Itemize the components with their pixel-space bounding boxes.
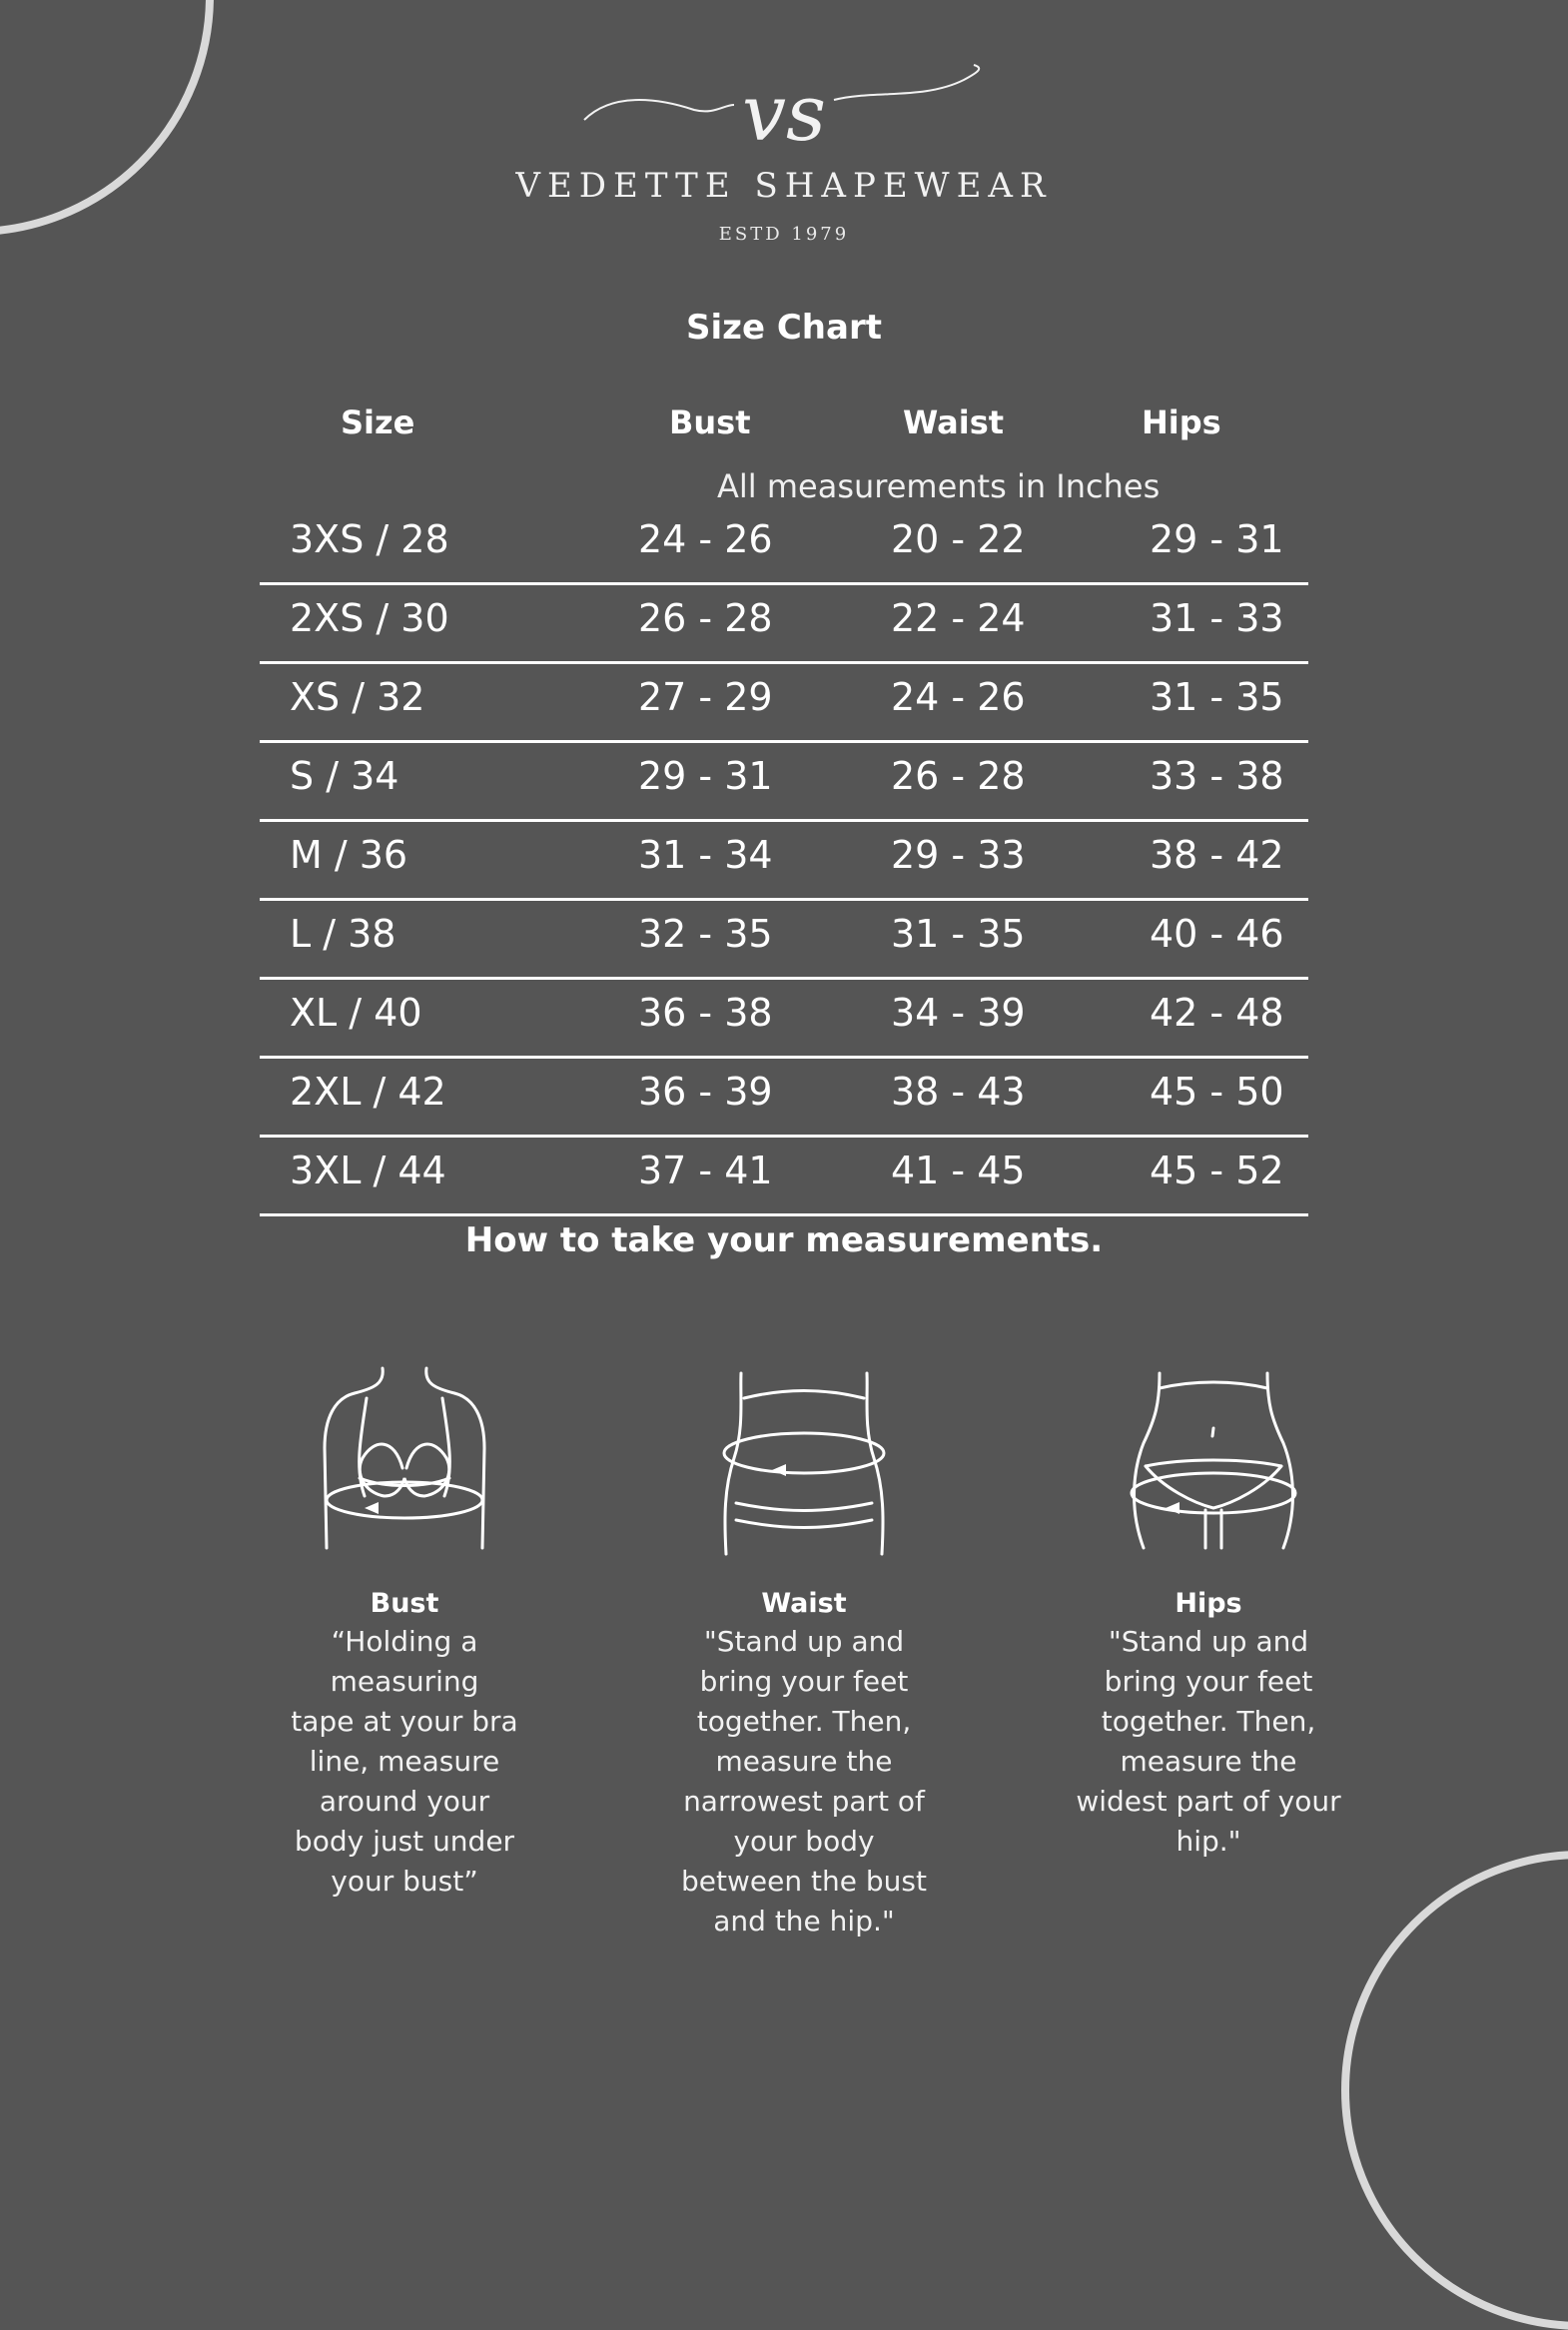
- table-row: [260, 511, 1308, 585]
- guide-text-line: line, measure: [309, 1745, 500, 1778]
- size-cell: L / 38: [290, 912, 396, 956]
- table-row: [260, 827, 1308, 901]
- row-divider: [260, 1135, 1308, 1138]
- size-cell: XS / 32: [290, 675, 425, 719]
- waist-cell: 20 - 22: [891, 517, 1026, 561]
- guide-hips-title: Hips: [1175, 1588, 1242, 1619]
- page-title: Size Chart: [686, 308, 882, 348]
- table-row: [260, 906, 1308, 980]
- guide-hips-text: [1059, 1622, 1358, 1862]
- header-size: Size: [341, 403, 415, 441]
- guide-text-line: between the bust: [681, 1865, 927, 1898]
- row-divider: [260, 582, 1308, 585]
- guide-waist-title: Waist: [761, 1588, 847, 1619]
- guide-text-line: widest part of your: [1076, 1785, 1341, 1818]
- bust-cell: 37 - 41: [638, 1149, 773, 1192]
- bust-cell: 36 - 38: [638, 991, 773, 1035]
- guide-text-line: “Holding a: [331, 1625, 478, 1658]
- guide-bust: [255, 1586, 554, 1902]
- guide-text-line: together. Then,: [696, 1705, 912, 1738]
- table-row: [260, 985, 1308, 1059]
- guide-waist-text: [654, 1622, 954, 1942]
- hips-cell: 29 - 31: [1150, 517, 1284, 561]
- brand-logo: [0, 60, 1568, 245]
- table-row: [260, 590, 1308, 664]
- hips-cell: 38 - 42: [1150, 833, 1284, 877]
- size-cell: 3XL / 44: [290, 1149, 446, 1192]
- unit-note: All measurements in Inches: [717, 467, 1161, 505]
- size-cell: M / 36: [290, 833, 408, 877]
- row-divider: [260, 898, 1308, 901]
- bust-cell: 24 - 26: [638, 517, 773, 561]
- hips-cell: 33 - 38: [1150, 754, 1284, 798]
- table-row: [260, 1143, 1308, 1216]
- size-cell: 2XS / 30: [290, 596, 449, 640]
- waist-cell: 41 - 45: [891, 1149, 1026, 1192]
- guide-text-line: around your: [319, 1785, 490, 1818]
- size-cell: 3XS / 28: [290, 517, 449, 561]
- table-row: [260, 669, 1308, 743]
- guide-text-line: measure the: [715, 1745, 893, 1778]
- guide-hips: [1059, 1586, 1358, 1862]
- row-divider: [260, 661, 1308, 664]
- guide-text-line: measuring: [330, 1665, 479, 1698]
- row-divider: [260, 1213, 1308, 1216]
- brand-established: ESTD 1979: [718, 224, 850, 245]
- waist-cell: 26 - 28: [891, 754, 1026, 798]
- guide-text-line: your body: [733, 1825, 875, 1858]
- table-row: [260, 1064, 1308, 1138]
- monogram-logo: [574, 60, 994, 160]
- bust-measure-icon: [305, 1358, 504, 1558]
- guide-text-line: tape at your bra: [291, 1705, 518, 1738]
- hips-cell: 42 - 48: [1150, 991, 1284, 1035]
- bust-cell: 36 - 39: [638, 1070, 773, 1114]
- table-row: [260, 748, 1308, 822]
- hips-cell: 40 - 46: [1150, 912, 1284, 956]
- header-hips: Hips: [1142, 403, 1221, 441]
- size-cell: S / 34: [290, 754, 399, 798]
- header-waist: Waist: [903, 403, 1005, 441]
- guide-text-line: bring your feet: [699, 1665, 909, 1698]
- guide-text-line: body just under: [294, 1825, 515, 1858]
- bust-cell: 26 - 28: [638, 596, 773, 640]
- guide-waist: [654, 1586, 954, 1942]
- waist-cell: 34 - 39: [891, 991, 1026, 1035]
- bust-cell: 29 - 31: [638, 754, 773, 798]
- guide-bust-title: Bust: [370, 1588, 439, 1619]
- guide-text-line: hip.": [1176, 1825, 1241, 1858]
- monogram-text: vs: [741, 69, 827, 159]
- waist-cell: 29 - 33: [891, 833, 1026, 877]
- hips-cell: 31 - 35: [1150, 675, 1284, 719]
- guide-text-line: together. Then,: [1101, 1705, 1316, 1738]
- size-cell: XL / 40: [290, 991, 422, 1035]
- waist-cell: 38 - 43: [891, 1070, 1026, 1114]
- guide-text-line: narrowest part of: [683, 1785, 925, 1818]
- hips-cell: 31 - 33: [1150, 596, 1284, 640]
- bust-cell: 27 - 29: [638, 675, 773, 719]
- guide-text-line: and the hip.": [713, 1905, 895, 1938]
- howto-title: How to take your measurements.: [464, 1220, 1104, 1260]
- bust-cell: 31 - 34: [638, 833, 773, 877]
- decorative-circle-bottom-right: [1341, 1851, 1568, 2330]
- hips-cell: 45 - 50: [1150, 1070, 1284, 1114]
- row-divider: [260, 740, 1308, 743]
- waist-cell: 22 - 24: [891, 596, 1026, 640]
- row-divider: [260, 819, 1308, 822]
- bust-cell: 32 - 35: [638, 912, 773, 956]
- guide-text-line: "Stand up and: [1108, 1625, 1309, 1658]
- guide-text-line: bring your feet: [1104, 1665, 1313, 1698]
- waist-measure-icon: [704, 1358, 904, 1558]
- guide-text-line: "Stand up and: [703, 1625, 905, 1658]
- row-divider: [260, 1056, 1308, 1059]
- waist-cell: 24 - 26: [891, 675, 1026, 719]
- guide-text-line: your bust”: [331, 1865, 478, 1898]
- size-cell: 2XL / 42: [290, 1070, 446, 1114]
- waist-cell: 31 - 35: [891, 912, 1026, 956]
- guide-text-line: measure the: [1120, 1745, 1297, 1778]
- brand-name: VEDETTE SHAPEWEAR: [515, 166, 1053, 206]
- header-bust: Bust: [669, 403, 751, 441]
- row-divider: [260, 977, 1308, 980]
- guide-bust-text: [255, 1622, 554, 1902]
- hips-cell: 45 - 52: [1150, 1149, 1284, 1192]
- hips-measure-icon: [1114, 1358, 1313, 1558]
